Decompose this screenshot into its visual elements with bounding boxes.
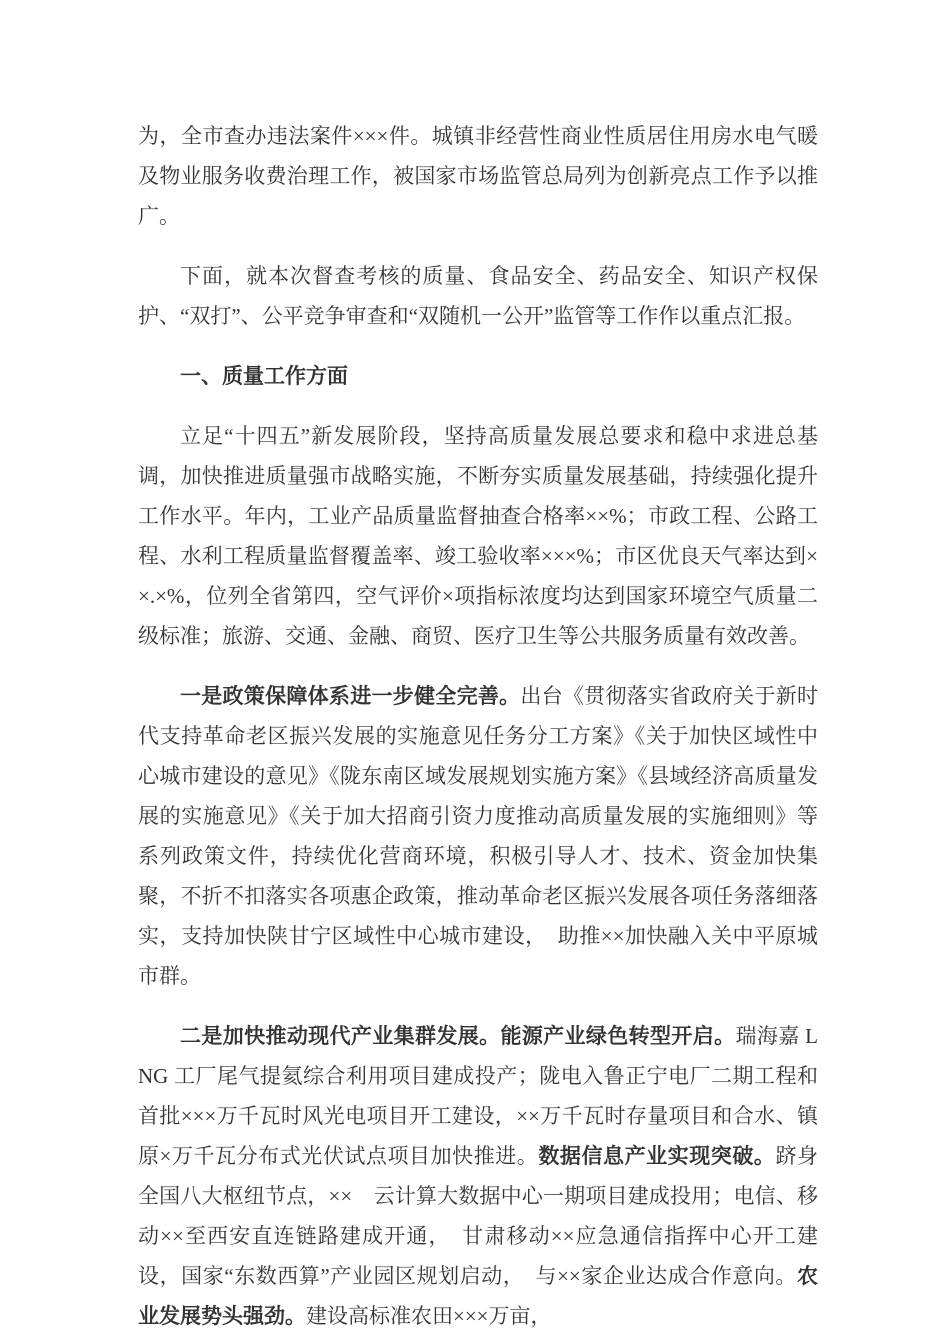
paragraph bbox=[138, 1016, 818, 1336]
paragraph-continuation bbox=[138, 116, 818, 236]
emphasis-text-run: 数据信息产业实现突破。 bbox=[538, 1144, 776, 1168]
text-run: 跻身全国八大枢纽节点，×× 云计算大数据中心一期项目建成投用；电信、移动××至西安直连链路建成开通， 甘肃移动××应急通信指挥中心开工建设，国家“东数西算”产业园区规划启动， 与××家企业达成合作意向。 bbox=[138, 1144, 819, 1288]
paragraph bbox=[138, 676, 818, 996]
paragraph bbox=[138, 256, 818, 336]
text-run: 瑞海嘉 LNG 工厂尾气提氦综合利用项目建成投产；陇电入鲁正宁电厂二期工程和首批×××万千瓦时风光电项目开工建设，××万千瓦时存量项目和合水、镇原×万千瓦分布式光伏试点项目加快推进。 bbox=[138, 1024, 819, 1168]
document-body bbox=[138, 116, 818, 1336]
text-run: 下面，就本次督查考核的质量、食品安全、药品安全、知识产权保护、“双打”、公平竞争审查和“双随机一公开”监管等工作作以重点汇报。 bbox=[138, 264, 818, 328]
text-run: 建设高标准农田×××万亩， bbox=[306, 1304, 552, 1328]
emphasis-text-run: 二是加快推动现代产业集群发展。能源产业绿色转型开启。 bbox=[180, 1024, 736, 1048]
text-run: 出台《贯彻落实省政府关于新时代支持革命老区振兴发展的实施意见任务分工方案》《关于加快区域性中心城市建设的意见》《陇东南区域发展规划实施方案》《县域经济高质量发展的实施意见》《关于加大招商引资力度推动高质量发展的实施细则》等系列政策文件，持续优化营商环境，积极引导人才、技术、资金加快集聚，不折不扣落实各项惠企政策，推动革命老区振兴发展各项任务落细落实，支持加快陕甘宁区域性中心城市建设， 助推××加快融入关中平原城市群。 bbox=[138, 684, 819, 988]
emphasis-text-run: 一是政策保障体系进一步健全完善。 bbox=[180, 684, 521, 708]
section-heading bbox=[138, 356, 818, 396]
paragraph bbox=[138, 416, 818, 656]
text-run: 为，全市查办违法案件×××件。城镇非经营性商业性质居住用房水电气暖及物业服务收费治理工作，被国家市场监管总局列为创新亮点工作予以推广。 bbox=[138, 124, 818, 228]
text-run: 立足“十四五”新发展阶段，坚持高质量发展总要求和稳中求进总基调，加快推进质量强市战略实施，不断夯实质量发展基础，持续强化提升工作水平。年内，工业产品质量监督抽查合格率××%；市政工程、公路工程、水利工程质量监督覆盖率、竣工验收率×××%；市区优良天气率达到××.×%，位列全省第四，空气评价×项指标浓度均达到国家环境空气质量二级标准；旅游、交通、金融、商贸、医疗卫生等公共服务质量有效改善。 bbox=[138, 424, 818, 648]
emphasis-text-run: 一、质量工作方面 bbox=[180, 364, 348, 388]
emphasis-text-run: 农业发展势头强劲。 bbox=[138, 1264, 818, 1328]
